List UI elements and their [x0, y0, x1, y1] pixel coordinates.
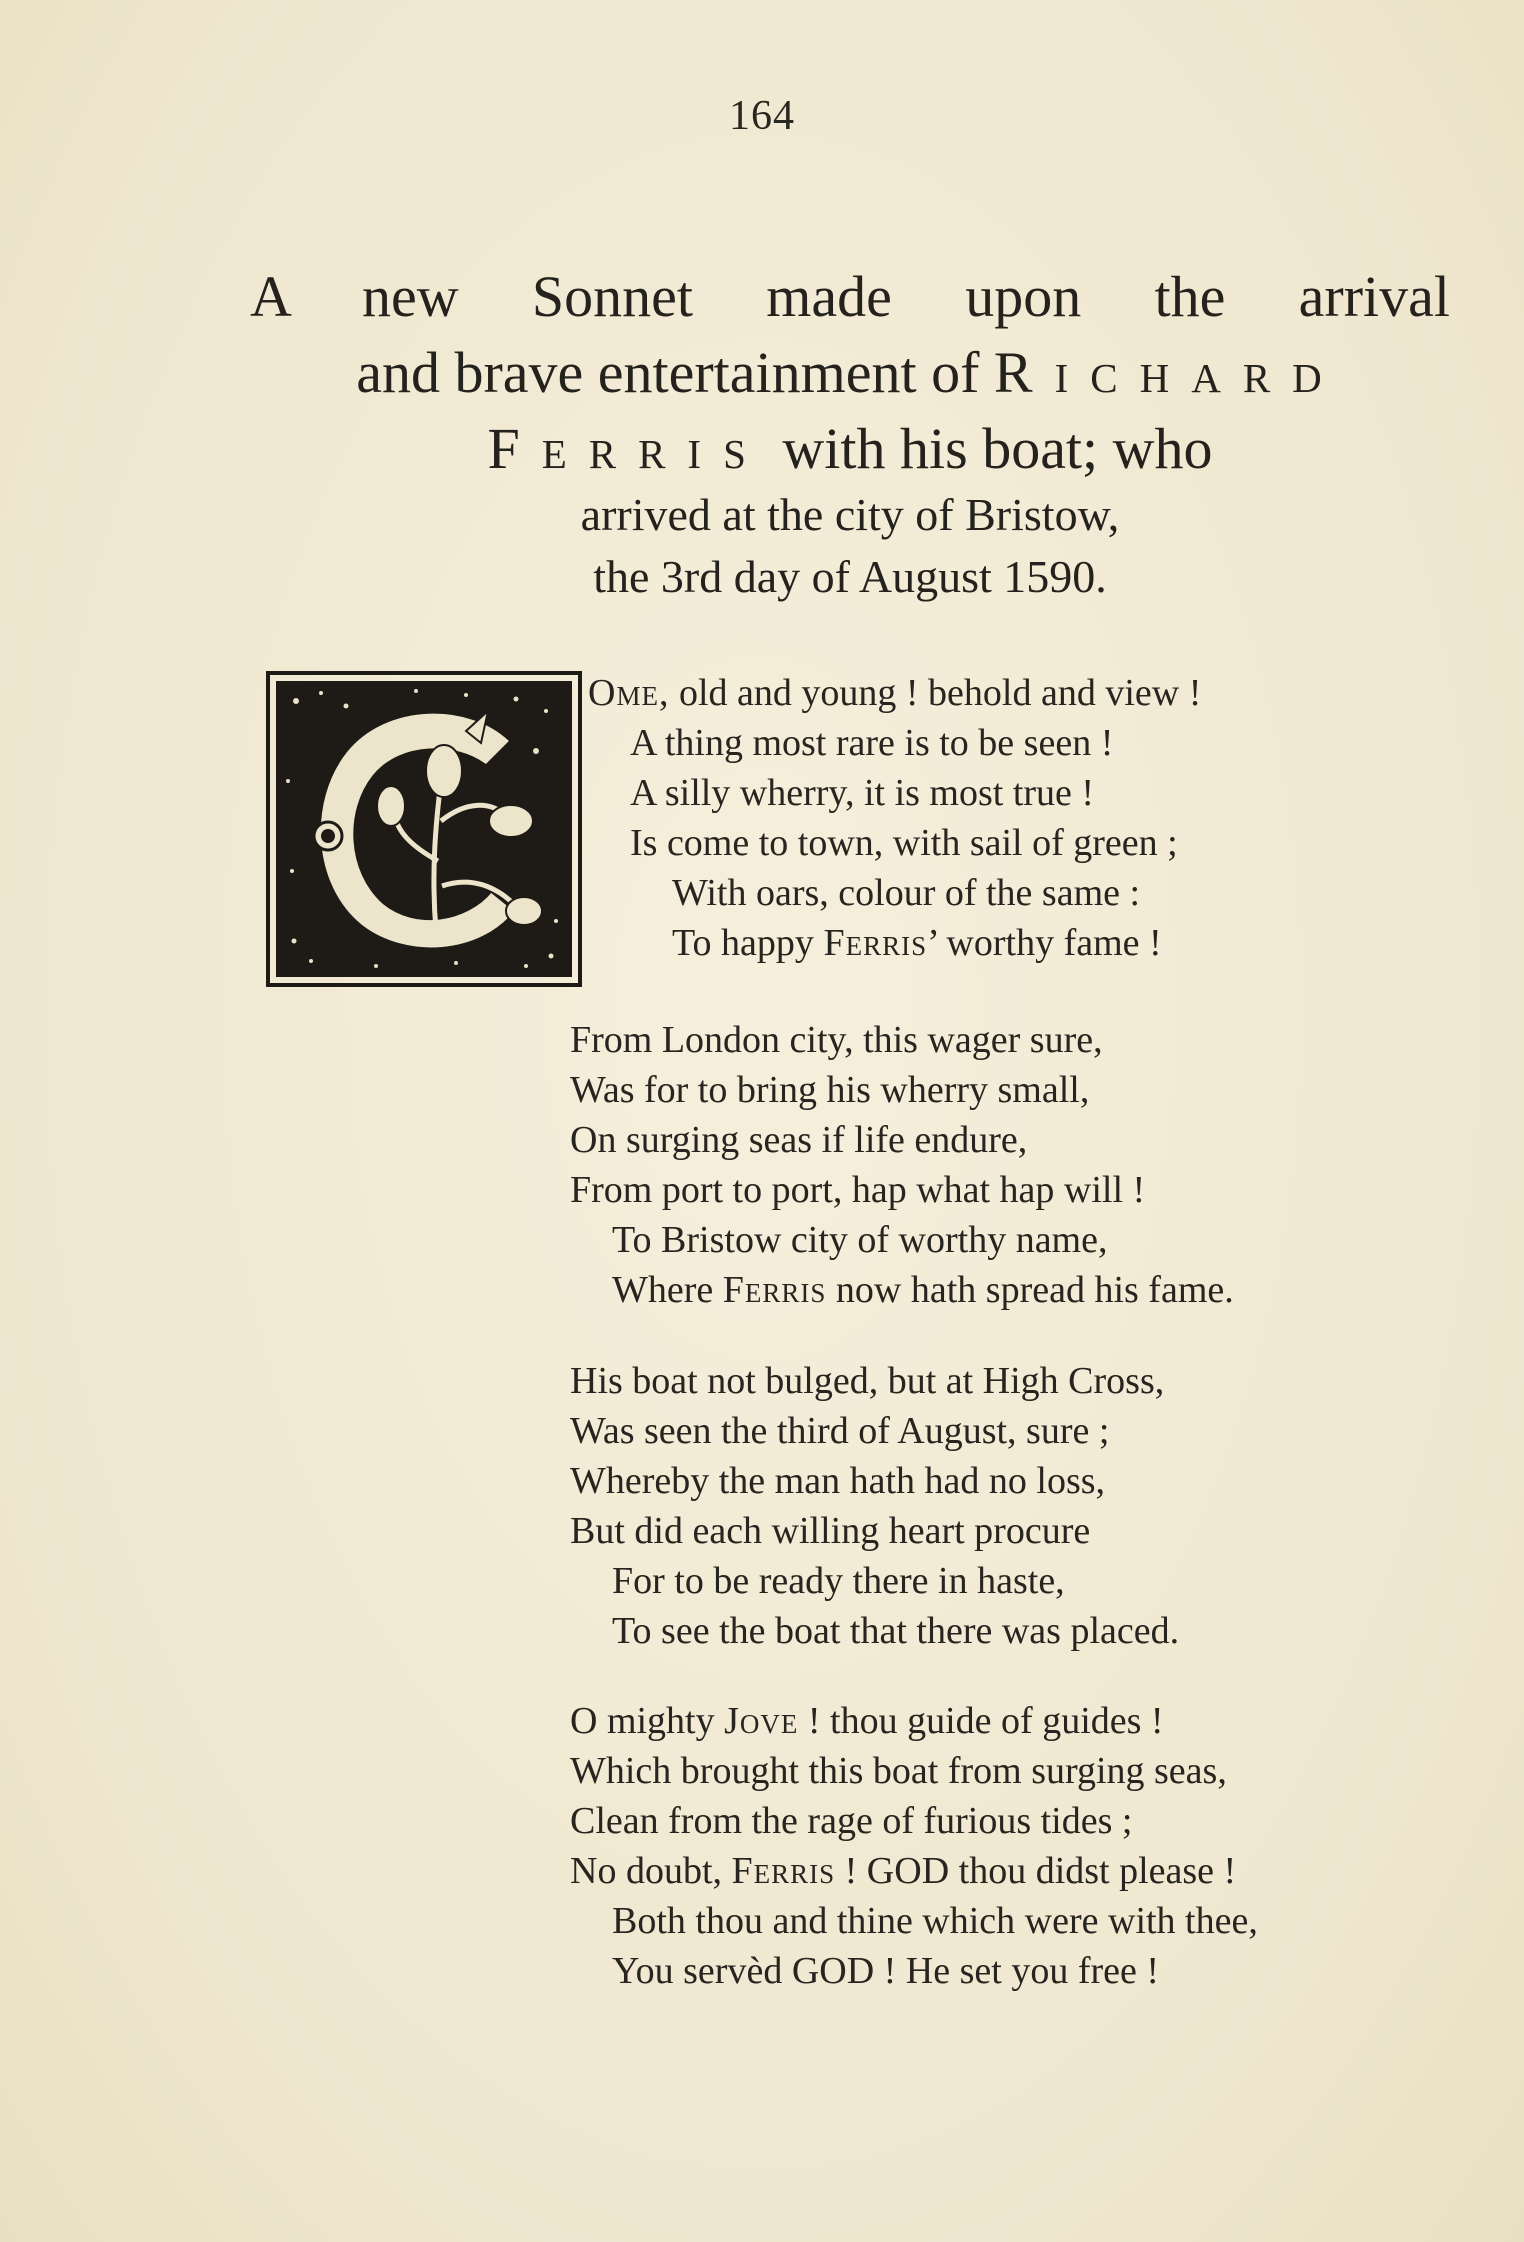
name-ferris: Ferris [722, 1269, 827, 1311]
stanza-4-line-1 [570, 1696, 1470, 1746]
stanza-3-line-3: Whereby the man hath had no loss, [570, 1460, 1106, 1502]
stanza-3-line-1: His boat not bulged, but at High Cross, [570, 1360, 1165, 1402]
stanza-4-line-4 [570, 1846, 1470, 1896]
decorated-initial-c [266, 671, 582, 987]
title-line-1: A new Sonnet made upon the arrival [250, 264, 1450, 329]
stanza-4-line-4-b: ! GOD thou didst please ! [835, 1850, 1237, 1892]
stanza-4-line-1-a: O mighty [570, 1700, 725, 1742]
stanza-1-line-6 [588, 918, 1488, 968]
stanza-2-line-6-b: now hath spread his fame. [826, 1269, 1234, 1311]
title-line-3 [250, 416, 1450, 492]
stanza-2-line-1: From London city, this wager sure, [570, 1019, 1103, 1061]
page-number: 164 [729, 93, 795, 139]
stanza-3-line-6: To see the boat that there was placed. [612, 1610, 1180, 1652]
stanza-1-line-4: Is come to town, with sail of green ; [630, 822, 1178, 864]
stanza-2 [570, 1015, 1470, 1315]
stanza-1-line-6-a: To happy [672, 922, 824, 964]
stanza-3-line-5: For to be ready there in haste, [612, 1560, 1065, 1602]
stanza-1-line-6-b: ’ worthy fame ! [927, 922, 1162, 964]
stanza-2-line-6 [570, 1265, 1470, 1315]
title-line-5: the 3rd day of August 1590. [593, 551, 1107, 602]
title-line-3-text: with his boat; who [782, 416, 1213, 481]
stanza-4-line-4-a: No doubt, [570, 1850, 732, 1892]
stanza-4-line-1-b: ! thou guide of guides ! [798, 1700, 1164, 1742]
poem-title [250, 264, 1450, 616]
stanza-2-line-5: To Bristow city of worthy name, [612, 1219, 1108, 1261]
stanza-2-line-2: Was for to bring his wherry small, [570, 1069, 1090, 1111]
stanza-1-line-3: A silly wherry, it is most true ! [630, 772, 1095, 814]
stanza-3-line-2: Was seen the third of August, sure ; [570, 1410, 1110, 1452]
stanza-1-line-1 [588, 668, 1488, 718]
title-line-2-text: and brave entertainment of [356, 340, 980, 405]
stanza-1-line-5: With oars, colour of the same : [672, 872, 1141, 914]
stanza-4-line-6: You servèd GOD ! He set you free ! [612, 1950, 1160, 1992]
stanza-2-line-6-a: Where [612, 1269, 723, 1311]
stanza-4 [570, 1696, 1470, 1996]
name-ferris: Ferris [823, 922, 928, 964]
stanza-2-line-3: On surging seas if life endure, [570, 1119, 1028, 1161]
stanza-4-line-3: Clean from the rage of furious tides ; [570, 1800, 1133, 1842]
stanza-1-line-2: A thing most rare is to be seen ! [630, 722, 1114, 764]
stanza-1-opening-word: Ome, [588, 672, 670, 714]
stanza-1 [588, 668, 1488, 968]
stanza-3 [570, 1356, 1470, 1656]
title-line-4: arrived at the city of Bristow, [580, 489, 1120, 540]
title-name-richard: Richard [993, 340, 1344, 405]
stanza-4-line-5: Both thou and thine which were with thee, [612, 1900, 1258, 1942]
title-name-ferris: Ferris [487, 416, 768, 481]
stanza-2-line-4: From port to port, hap what hap will ! [570, 1169, 1146, 1211]
title-line-2 [250, 340, 1450, 420]
name-ferris: Ferris [731, 1850, 836, 1892]
stanza-3-line-4: But did each willing heart procure [570, 1510, 1091, 1552]
stanza-1-line-1-text: old and young ! behold and view ! [669, 672, 1202, 714]
stanza-4-line-2: Which brought this boat from surging seas, [570, 1750, 1227, 1792]
name-jove: Jove [724, 1700, 799, 1742]
